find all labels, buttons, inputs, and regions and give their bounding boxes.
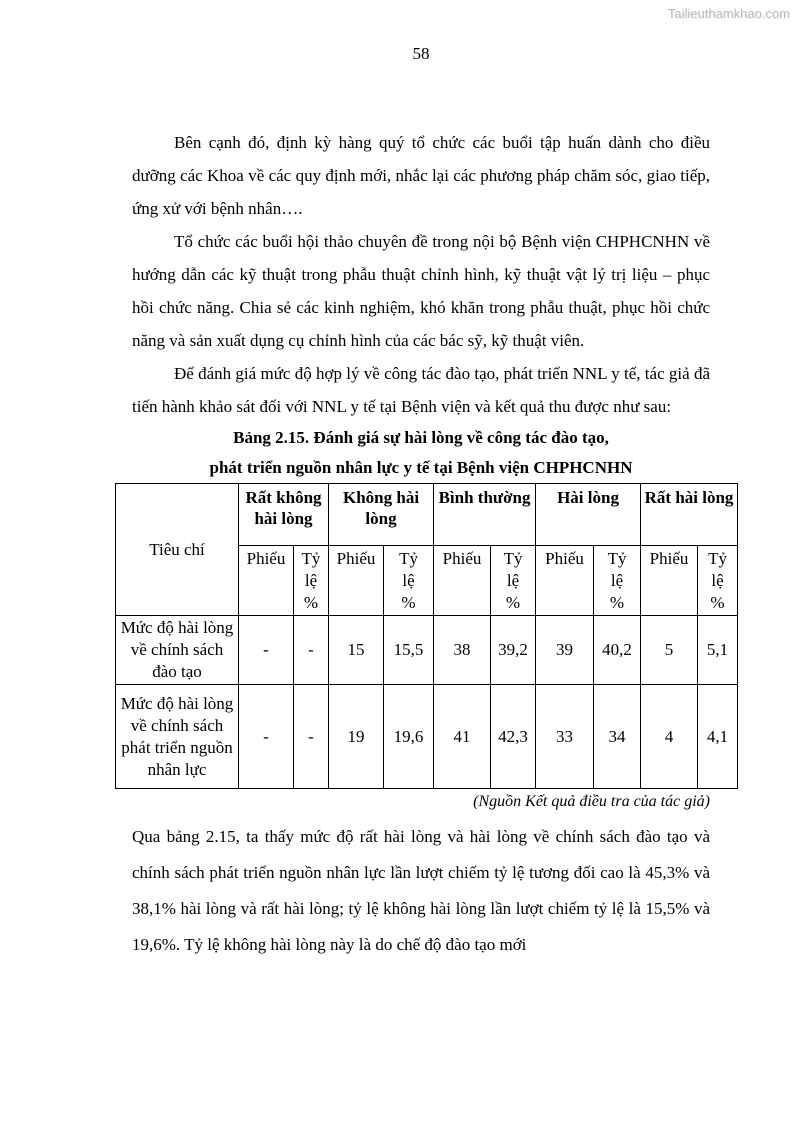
rate-label: Tỷ lệ % [301,549,321,612]
table-caption-line2: phát triển nguồn nhân lực y tế tại Bệnh viện CHPHCNHN [209,458,633,477]
cell-value: 19 [329,685,384,789]
rate-label: Tỷ lệ % [607,549,627,612]
subheader-rate-neutral [491,546,536,616]
table-row-training-policy [116,616,738,685]
header-row-groups [116,484,738,546]
cell-value: 41 [434,685,491,789]
cell-value: 40,2 [594,616,641,685]
cell-value: - [294,616,329,685]
cell-value: 39,2 [491,616,536,685]
table-caption-line1: Bảng 2.15. Đánh giá sự hài lòng về công tác đào tạo, [233,428,609,447]
cell-value: - [294,685,329,789]
subheader-rate-dissatisfied [384,546,434,616]
paragraph-analysis: Qua bảng 2.15, ta thấy mức độ rất hài lòng và hài lòng về chính sách đào tạo và chính sách phát triển nguồn nhân lực lần lượt chiếm tỷ lệ tương đối cao là 45,3% và 38,1% hài lòng và rất hài lòng; tỷ lệ không hài lòng lần lượt chiếm tỷ lệ là 15,5% và 19,6%. Tỷ lệ không hài lòng này là do chế độ đào tạo mới [132,827,710,954]
cell-value: - [239,685,294,789]
cell-value: 15,5 [384,616,434,685]
subheader-rate-satisfied [594,546,641,616]
table-source-note: (Nguồn Kết quả điều tra của tác giả) [473,793,710,810]
cell-value: - [239,616,294,685]
cell-value: 4,1 [698,685,738,789]
cell-value: 19,6 [384,685,434,789]
column-header-criteria: Tiêu chí [116,484,239,616]
row-label: Mức độ hài lòng về chính sách đào tạo [116,616,239,685]
cell-value: 4 [641,685,698,789]
column-group-very-dissatisfied: Rất không hài lòng [239,484,329,546]
subheader-rate-very-dissatisfied [294,546,329,616]
page-number: 58 [412,44,430,63]
column-group-very-satisfied: Rất hài lòng [641,484,738,546]
table-row-hr-development-policy [116,685,738,789]
subheader-votes-satisfied: Phiếu [536,546,594,616]
cell-value: 5,1 [698,616,738,685]
cell-value: 42,3 [491,685,536,789]
cell-value: 33 [536,685,594,789]
subheader-votes-neutral: Phiếu [434,546,491,616]
cell-value: 39 [536,616,594,685]
subheader-votes-very-satisfied: Phiếu [641,546,698,616]
subheader-votes-dissatisfied: Phiếu [329,546,384,616]
cell-value: 34 [594,685,641,789]
paragraph-survey-intro: Để đánh giá mức độ hợp lý về công tác đào tạo, phát triển NNL y tế, tác giả đã tiến hành khảo sát đối với NNL y tế tại Bệnh viện và kết quả thu được như sau: [132,364,710,416]
cell-value: 5 [641,616,698,685]
satisfaction-survey-table [115,483,738,789]
row-label: Mức độ hài lòng về chính sách phát triển nguồn nhân lực [116,685,239,789]
table-caption [132,423,710,483]
subheader-rate-very-satisfied [698,546,738,616]
paragraph-training-sessions: Bên cạnh đó, định kỳ hàng quý tổ chức các buổi tập huấn dành cho điều dưỡng các Khoa về các quy định mới, nhắc lại các phương pháp chăm sóc, giao tiếp, ứng xử với bệnh nhân…. [132,133,710,218]
column-group-neutral: Bình thường [434,484,536,546]
rate-label: Tỷ lệ % [399,549,418,612]
rate-label: Tỷ lệ % [708,549,727,612]
paragraph-seminars: Tổ chức các buổi hội thảo chuyên đề trong nội bộ Bệnh viện CHPHCNHN về hướng dẫn các kỹ thuật trong phẫu thuật chỉnh hình, kỹ thuật vật lý trị liệu – phục hồi chức năng. Chia sẻ các kinh nghiệm, khó khăn trong phẫu thuật, phục hồi chức năng và sản xuất dụng cụ chỉnh hình của các bác sỹ, kỹ thuật viên. [132,232,710,350]
rate-label: Tỷ lệ % [503,549,523,612]
page-content [120,126,734,963]
cell-value: 15 [329,616,384,685]
column-group-dissatisfied: Không hài lòng [329,484,434,546]
subheader-votes-very-dissatisfied: Phiếu [239,546,294,616]
cell-value: 38 [434,616,491,685]
column-group-satisfied: Hài lòng [536,484,641,546]
watermark-text: Tailieuthamkhao.com [667,6,790,21]
